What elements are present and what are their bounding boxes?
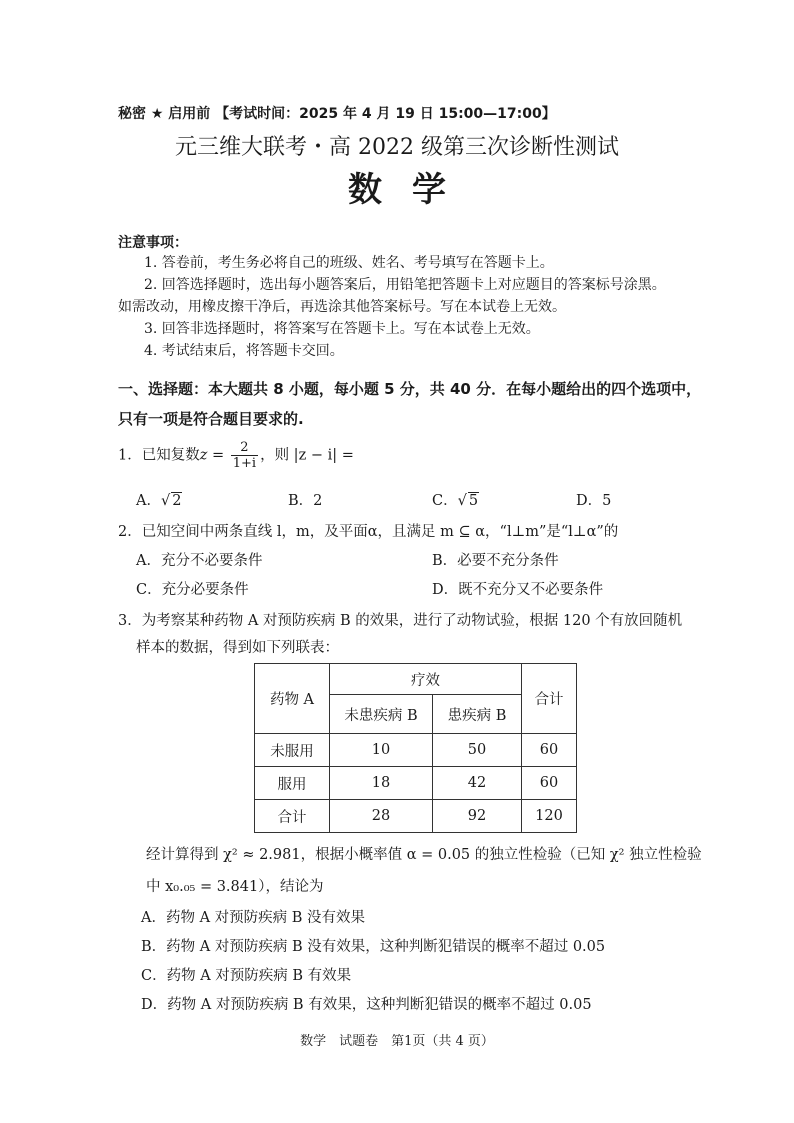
note-item: 4. 考试结束后，将答题卡交回。 (144, 343, 344, 359)
section-heading-cont: 只有一项是符合题目要求的. (118, 410, 304, 428)
confidential-header: 秘密 ★ 启用前 【考试时间：2025 年 4 月 19 日 15:00—17:00】 (118, 106, 556, 122)
table-corner: 药物 A (255, 664, 330, 734)
fraction: $\frac{2}{1+i}$ (232, 440, 257, 471)
table-row-label: 服用 (255, 767, 330, 800)
table-row (255, 767, 577, 800)
table-row (255, 734, 577, 767)
table-cell: 92 (433, 800, 522, 833)
question-2-stem: 2．已知空间中两条直线 l，m，及平面α，且满足 m ⊆ α，“l⊥m”是“l⊥α”的 (118, 524, 619, 540)
table-cell: 50 (433, 734, 522, 767)
q1-option-d[interactable]: D．5 (576, 493, 612, 509)
page-footer: 数学 试题卷 第1页（共 4 页） (300, 1034, 494, 1049)
note-item: 1. 答卷前，考生务必将自己的班级、姓名、考号填写在答题卡上。 (144, 255, 554, 271)
notes-heading: 注意事项： (118, 235, 188, 251)
table-cell: 42 (433, 767, 522, 800)
table-cell: 10 (330, 734, 433, 767)
subject-title: 数学 (348, 170, 476, 210)
q2-option-b[interactable]: B．必要不充分条件 (432, 553, 559, 569)
note-item: 3. 回答非选择题时，将答案写在答题卡上。写在本试卷上无效。 (144, 321, 540, 337)
q3-option-c[interactable]: C．药物 A 对预防疾病 B 有效果 (141, 968, 352, 984)
q1-option-c[interactable]: C．√ 5 (432, 493, 479, 509)
question-3-calc: 经计算得到 χ² ≈ 2.981，根据小概率值 α = 0.05 的独立性检验（已知 χ² 独立性检验 (146, 847, 702, 863)
table-group-header: 疗效 (330, 664, 522, 695)
question-3-calc-cont: 中 x₀.₀₅ = 3.841），结论为 (146, 879, 324, 895)
section-heading: 一、选择题：本大题共 8 小题，每小题 5 分，共 40 分．在每小题给出的四个选项中， (118, 380, 702, 398)
q3-option-a[interactable]: A．药物 A 对预防疾病 B 没有效果 (141, 910, 366, 926)
question-3-stem: 3．为考察某种药物 A 对预防疾病 B 的效果，进行了动物试验，根据 120 个有放回随机 (118, 613, 683, 629)
q2-option-a[interactable]: A．充分不必要条件 (136, 553, 263, 569)
contingency-table (254, 663, 577, 833)
table-cell: 28 (330, 800, 433, 833)
table-row (255, 800, 577, 833)
table-row-label: 合计 (255, 800, 330, 833)
table-row-label: 未服用 (255, 734, 330, 767)
table-col-header: 患疾病 B (433, 695, 522, 734)
table-cell: 60 (522, 767, 577, 800)
q1-option-a[interactable]: A．√ 2 (136, 493, 182, 509)
exam-title: 元三维大联考・高 2022 级第三次诊断性测试 (175, 135, 619, 160)
table-col-header: 未患疾病 B (330, 695, 433, 734)
table-cell: 60 (522, 734, 577, 767)
note-item: 如需改动，用橡皮擦干净后，再选涂其他答案标号。写在本试卷上无效。 (118, 299, 566, 315)
q3-option-b[interactable]: B．药物 A 对预防疾病 B 没有效果，这种判断犯错误的概率不超过 0.05 (141, 939, 606, 955)
question-1-stem: 1．已知复数z = $\frac{2}{1+i}$ ，则 |z − i| = (118, 440, 354, 471)
q3-option-d[interactable]: D．药物 A 对预防疾病 B 有效果，这种判断犯错误的概率不超过 0.05 (141, 997, 592, 1013)
q2-option-c[interactable]: C．充分必要条件 (136, 582, 249, 598)
table-cell: 120 (522, 800, 577, 833)
q1-option-b[interactable]: B．2 (288, 493, 323, 509)
question-3-stem-cont: 样本的数据，得到如下列联表： (136, 640, 339, 656)
table-total-header: 合计 (522, 664, 577, 734)
table-cell: 18 (330, 767, 433, 800)
note-item: 2. 回答选择题时，选出每小题答案后，用铅笔把答题卡上对应题目的答案标号涂黑。 (144, 277, 666, 293)
q2-option-d[interactable]: D．既不充分又不必要条件 (432, 582, 604, 598)
